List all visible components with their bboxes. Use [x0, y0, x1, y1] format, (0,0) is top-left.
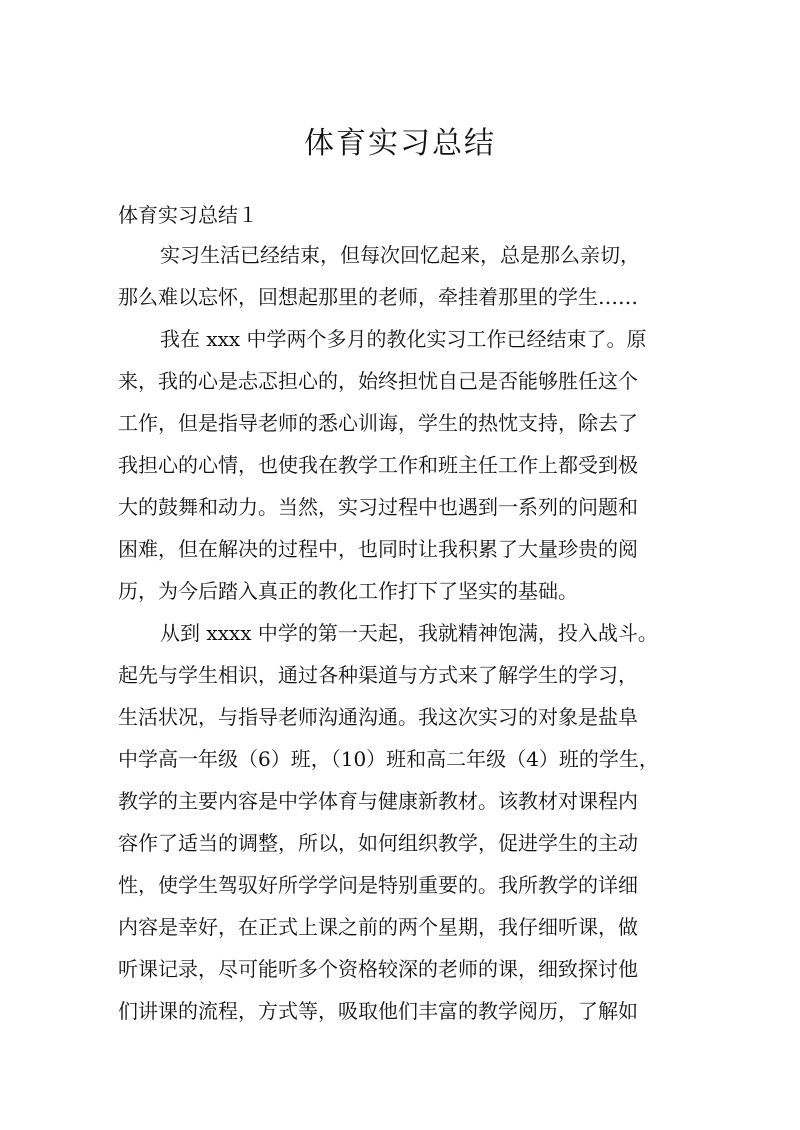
text-line: 起先与学生相识，通过各种渠道与方式来了解学生的学习，	[118, 663, 638, 687]
text-line: 教学的主要内容是中学体育与健康新教材。该教材对课程内	[118, 789, 638, 813]
section-heading: 体育实习总结１	[118, 203, 258, 227]
text-line: 历，为今后踏入真正的教化工作打下了坚实的基础。	[118, 579, 578, 603]
text-line: 们讲课的流程，方式等，吸取他们丰富的教学阅历，了解如	[118, 999, 638, 1023]
text-line: 我在 xxx 中学两个多月的教化实习工作已经结束了。原	[160, 327, 647, 351]
text-line: 那么难以忘怀，回想起那里的老师，牵挂着那里的学生……	[118, 285, 638, 309]
text-line: 来，我的心是忐忑担心的，始终担忧自己是否能够胜任这个	[118, 369, 638, 393]
document-title: 体育实习总结	[304, 126, 496, 161]
text-line: 实习生活已经结束，但每次回忆起来，总是那么亲切，	[160, 243, 640, 267]
text-line: 大的鼓舞和动力。当然，实习过程中也遇到一系列的问题和	[118, 495, 638, 519]
text-line: 生活状况，与指导老师沟通沟通。我这次实习的对象是盐阜	[118, 705, 638, 729]
text-line: 困难，但在解决的过程中，也同时让我积累了大量珍贵的阅	[118, 537, 638, 561]
text-line: 内容是幸好，在正式上课之前的两个星期，我仔细听课，做	[118, 915, 638, 939]
text-line: 容作了适当的调整，所以，如何组织教学，促进学生的主动	[118, 831, 638, 855]
text-line: 我担心的心情，也使我在教学工作和班主任工作上都受到极	[118, 453, 638, 477]
text-line: 从到 xxxx 中学的第一天起，我就精神饱满，投入战斗。	[160, 621, 658, 645]
body-text	[118, 234, 682, 1032]
text-line: 性，使学生驾驭好所学学问是特别重要的。我所教学的详细	[118, 873, 638, 897]
text-line: 工作，但是指导老师的悉心训诲，学生的热忱支持，除去了	[118, 411, 638, 435]
text-line: 中学高一年级（6）班，（10）班和高二年级（4）班的学生，	[118, 747, 659, 771]
text-line: 听课记录，尽可能听多个资格较深的老师的课，细致探讨他	[118, 957, 638, 981]
